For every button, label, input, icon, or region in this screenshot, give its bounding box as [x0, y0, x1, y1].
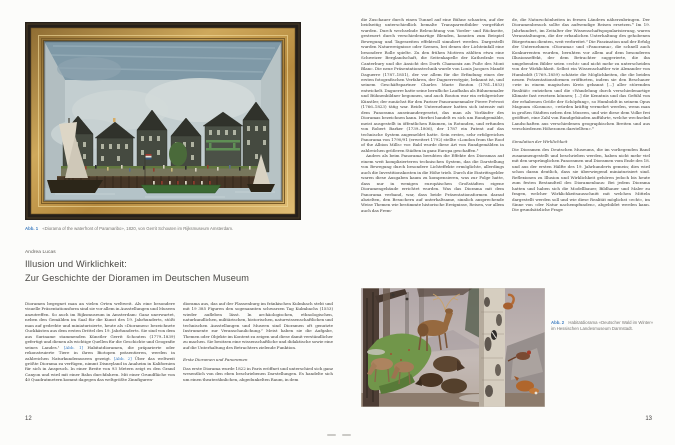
left-col2-continuation: diorama aus, das auf der Plassenburg im fränkischen Kulmbach steht und mit 19 385 Figuren den sogenannten schwarzen Tag Kulmbachs (1553) wieder aufleben lässt. In archäologischen, ethnologischen, naturkundlichen, militärischen, historischen, naturwissenschaftlichen und technischen Ausstellungen und Museen sind Dioramen oft genutzte Instrumente zur Veranschaulichung.² Meist haben sie die Aufgabe, Themen oder Objekte im Kontext zu zeigen und diese damit verständlicher zu machen. Sie besitzen eine wissenschaftliche und didaktische sowie eine auf die Unterhaltung des Betrachters zielende Funktion.	[183, 301, 333, 350]
left-col2-paragraph: Das erste Diorama wurde 1822 in Paris eröffnet und unterschied sich ganz wesentlich von den eben beschriebenen Darstellungen. Es handelte sich um einen theaterähnlichen, abgedunkelten Raum, in dem	[183, 366, 333, 382]
right-col2-continuation: de, die Naturschönheiten in fernen Ländern näherzubringen. Der Dioramenbesuch sollte das aufwendige Reisen ersetzen.⁴ Im 19. Jahrhundert, im Zeitalter der Wissenschaftspopularisierung, waren Veranstaltungen, die der erbaulichen Unterhaltung des gehobenen Bürgertums dienten, weit verbreitet.⁵ Die Faszination und der Erfolg der Unternehmen «Diorama» und «Panorama», die schnell auch Konkurrenten wurden, beruhten vor allem auf dem besonderen Illusionseffekt, der dem Betrachter suggerierte, die ihn umgebenden Bilder seien «echt» und nicht mehr zu unterscheiden von der Wirklichkeit. Selbst ein Wissenschaftler wie Alexander von Humboldt (1769–1859) schätzte die Möglichkeiten, die die beiden neuen Präsentationsformen eröffneten, indem sie den Beschauer «wie in einem magischen Kreis gebannt [...] aller störenden Realität» entziehen und die «Wandelung durch verschiedenartige Klimate fast ersetzen können; [...] die Kenntnis und das Gefühl von der erhabenen Größe der Schöpfung», so Humboldt in seinem Opus Magnum «Kosmos», «würden kräftig vermehrt werden, wenn man in großen Städten neben den Museen, und wie diese dem Volke frei geöffnet, eine Zahl von Rundgebäuden aufführte, welche wechselnd Landschaften aus verschiedenen geographischen Breiten und aus verschiedenen Höhezonen darstellten».⁶	[512, 17, 650, 132]
left-col1-paragraph: Dioramen begegnet man an vielen Orten weltweit. Als eine besondere visuelle Präsentationsform sind sie vor allem in Ausstellungen und Museen anzutreffen. So auch im Rijksmuseum in Amsterdam: Ganz unerwartet, neben den Gemälden im Saal für die Kunst des 19. Jahrhunderts, stößt man auf gedrehte und miniaturisierte, heute als «Dioramen» bezeichnete Guckkästen aus dem ersten Drittel des 19. Jahrhunderts. Sie sind von dem aus Suriname stammenden Künstler Gerrit Schouten (1779–1839) gefertigt und dienen als wichtige Quellen für die Geschichte und Geografie seines Landes.¹ [Abb. 1] Habitatdioramen, die präparierte oder rekonstruierte Tiere in ihren Biotopen präsentieren, werden in zahlreichen Naturkundemuseen gezeigt. [Abb. 2] Über das weltweit größte Diorama zu verfügen, nimmt Disneyland in Anaheim in Kalifornien für sich in Anspruch. In einer Breite von 93 Metern zeigt es den Grand Canyon und wird mit einer Bahn durchfahren. Mit einer Grundfläche von 40 Quadratmetern kommt dagegen das weltgrößte Zinnfiguren-	[25, 301, 175, 383]
right-col2-paragraph: Die Dioramen des Deutschen Museums, die im vorliegenden Band zusammengestellt und beschrieben werden, haben nicht mehr viel mit den ursprünglichen Panoramen und Dioramen vom Ende des 18. und aus der ersten Hälfte des 19. Jahrhunderts gemein; dies wird schon daran deutlich, dass sie überwiegend miniaturisiert sind. Reflexionen zu Illusion und Wirklichkeit gehören jedoch bis heute zum festen Bestandteil des Dioramenbaus: Bei jedem Diorama hatten und haben sich die Modellbauer, Bildhauer und Maler zu fragen, welcher Wirklichkeitsausschnitt mit welchen Mitteln dargestellt werden soll und wie diese Realität möglichst «echt», im Sinne von «der Natur nachempfunden», abgebildet werden kann. Die grundsätzliche Frage	[512, 147, 650, 213]
figure-1-caption-text: «Diorama of the waterfront of Paramaribo», 1820, von Gerrit Schouten im Rijksmuseum Amsterdam.	[42, 226, 234, 231]
figure-1-caption-label: Abb. 1	[25, 226, 39, 231]
section-heading-simulation: Simulation der Wirklichkeit	[512, 138, 568, 144]
left-column-1	[25, 301, 175, 402]
figure-1-caption	[25, 226, 325, 232]
page-number-right: 13	[645, 416, 652, 422]
right-col1-paragraph-2: Anders als beim Panorama beruhten die Effekte des Dioramas auf einem weit komplizierteren technischen System, das die Darstellung von Bewegung durch besondere Lichteffekte ermöglichte, allerdings auch die Investitionskosten in die Höhe trieb. Durch die Eintrittsgelder waren diese Ausgaben kaum zu kompensieren, was zur Folge hatte, dass nur in wenigen europäischen Großstädten eigene Dioramengebäude errichtet wurden. Was das Diorama mit dem Panorama verband, war, dass beide Präsentationsformen darauf abzielten, den Besuchern auf unterhaltsame, sinnlich ansprechende Weise Themen wie bestimmte historische Ereignisse, Reisen, vor allem auch das Frem-	[361, 153, 504, 213]
title-line-2: Zur Geschichte der Dioramen im Deutschen Museum	[25, 272, 250, 283]
woodpecker	[491, 330, 497, 340]
right-col1-paragraph-1: die Zuschauer durch einen Tunnel auf eine Bühne schauten, auf der beidseitig unterschiedlich bemalte Transparentbilder vorgeführt wurden. Durch wechselnde Beleuchtung von Vorder- und Rückseite, gesteuert durch verschiedenartige Blenden, konnten zum Beispiel Bewegung und Tageszeiten effektvoll simuliert werden. Dargestellt wurden Naturereignisse oder Szenen, bei denen der Lichteinfall eine besondere Rolle spielte. Zu den frühen Motiven zählten etwa eine Schweizer Berglandschaft, die Seitenkapelle der Kathedrale von Canterbury und die Ansicht des Dorfs Chamonix am Fuße des Mont Blanc. Die neue Präsentationstechnik wurde von Louis Jacques Mandé Daguerre (1787–1851), der vor allem für die Erfindung eines der ersten fotografischen Verfahren, der Daguerreotypie, bekannt ist, und seinem Geschäftspartner Charles Marie Bouton (1781–1853) entwickelt. Daguerre hatte seine berufliche Laufbahn als Bühnenmaler und Bühnenbildner begonnen, und auch Bouton war ein erfolgreicher Künstler, der zunächst für den Pariser Panoramenmaler Pierre Prévost (1766–1823) tätig war. Beide Unternehmer hatten sich intensiv mit dem Panorama auseinandergesetzt, das man als Vorläufer des Dioramas bezeichnen kann. Hierbei handelt es sich um Rundgemälde, meist ausgestellt in öffentlichen Räumen, in Rotunden, und erfunden von Robert Barker (1739–1806), der 1787 ein Patent auf das technische System angemeldet hatte. Sein erstes, sehr erfolgreiches Panorama von 1790/91 (erweitert 1792) stellte «London from the Roof of the Albion Mills» vor. Bald wurde diese Art von Rundgemälden in zahlreichen größeren Städten in ganz Europa geschaffen.³	[361, 17, 504, 153]
binding-mark	[342, 434, 351, 436]
page-number-left: 12	[25, 416, 32, 422]
section-heading-erste-dioramen: Erste Dioramen und Panoramen	[183, 357, 248, 363]
binding-mark	[327, 434, 336, 436]
figure-2-caption-label: Abb. 2	[551, 320, 565, 325]
left-column-2	[183, 301, 333, 402]
figure-1-diorama-artwork-image	[25, 22, 301, 220]
right-page-text-columns	[361, 17, 650, 283]
author-name: Andrea Lucas	[25, 250, 56, 255]
figure-2-habitat-diorama-photo	[361, 288, 545, 407]
left-page-text-columns	[25, 301, 333, 402]
right-column-1	[361, 17, 504, 283]
page-title	[25, 258, 345, 285]
figure-2-caption-line-1: Habitatdiorama «Deutscher Wald im Winter»	[568, 320, 654, 325]
right-column-2	[512, 17, 650, 283]
title-line-1: Illusion und Wirklichkeit:	[25, 259, 127, 269]
tree	[169, 142, 187, 166]
figure-2-caption	[551, 320, 661, 332]
figure-2-caption-line-2: im Hessischen Landesmuseum Darmstadt.	[551, 326, 633, 331]
diorama-scene	[44, 41, 282, 201]
birch-trunk	[479, 288, 505, 407]
